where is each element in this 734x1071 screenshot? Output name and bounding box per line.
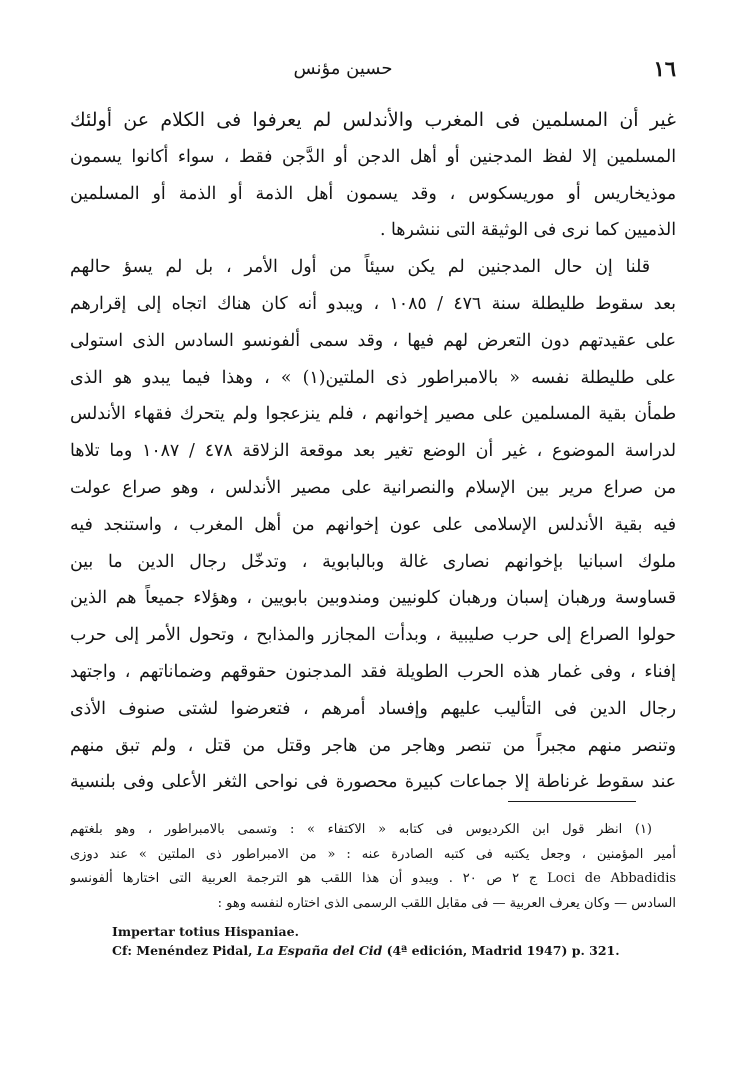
body-line: وتنصر منهم مجبراً من تنصر وهاجر من هاجر وقتل من قتل ، ولم تبق منهم: [70, 735, 676, 756]
citation-line: [112, 941, 672, 960]
body-line: من صراع مرير بين الإسلام والنصرانية على مصير الأندلس ، وهو صراع عولت: [70, 477, 676, 498]
body-line: طمأن بقية المسلمين على مصير إخوانهم ، فلم ينزعجوا ولم يتحرك فقهاء الأندلس: [70, 404, 676, 425]
body-line: الذميين كما نرى فى الوثيقة التى ننشرها .: [379, 220, 676, 241]
footnote-line: السادس — وكان يعرف العربية — فى مقابل اللقب الرسمى الذى اختاره لنفسه وهو :: [217, 895, 676, 911]
footnote-latin-citation: [112, 922, 672, 960]
running-head-author: حسين مؤنس: [293, 58, 393, 79]
page-number: ١٦: [653, 56, 676, 81]
latin-title-line: Impertar totius Hispaniae.: [112, 924, 299, 939]
body-line: المسلمين إلا لفظ المدجنين أو أهل الدجن أو الدَّجن فقط ، سواء أكانوا يسمون: [70, 146, 676, 167]
citation-prefix: Cf: Menéndez Pidal,: [112, 943, 257, 958]
body-line: عند سقوط غرناطة إلا جماعات كبيرة محصورة فى نواحى الثغر الأعلى وفى بلنسية: [70, 772, 676, 793]
body-line: بعد سقوط طليطلة سنة ٤٧٦ / ١٠٨٥ ، ويبدو أنه كان هناك اتجاه إلى إقرارهم: [70, 293, 676, 314]
footnote-line: أمير المؤمنين ، وجعل يكتبه فى كتبه الصادرة عنه : « من الامبراطور ذى الملتين » عند دوزى: [70, 846, 676, 862]
body-line: إفناء ، وفى غمار هذه الحرب الطويلة فقد المدجنون حقوقهم وضماناتهم ، واجتهد: [70, 661, 676, 682]
body-line: رجال الدين فى التأليب عليهم وإفساد أمرهم ، فتعرضوا لشتى صنوف الأذى: [70, 698, 676, 719]
body-text: [70, 102, 676, 801]
body-line: لدراسة الموضوع ، غير أن الوضع تغير بعد موقعة الزلاقة ٤٧٨ / ١٠٨٧ وما تلاها: [70, 441, 676, 462]
footnote-line: (١) انظر قول ابن الكرديوس فى كتابه « الاكتفاء » : وتسمى بالامبراطور ، وهو بلغتهم: [70, 822, 652, 837]
body-line: حولوا الصراع إلى حرب صليبية ، وبدأت المجازر والمذابح ، وتحول الأمر إلى حرب: [70, 625, 676, 646]
footnotes: [70, 818, 676, 916]
body-line: قلنا إن حال المدجنين لم يكن سيئاً من أول الأمر ، بل لم يسؤ حالهم: [70, 257, 650, 278]
body-line: غير أن المسلمين فى المغرب والأندلس لم يعرفوا فى الكلام عن أولئك: [70, 109, 676, 131]
body-line: موذيخاريس أو موريسكوس ، وقد يسمون أهل الذمة أو الذمة أو المسلمين: [70, 183, 676, 204]
body-line: قساوسة ورهبان إسبان ورهبان كلونيين ومندوبين بابويين ، وهؤلاء جميعاً هم الذين: [70, 588, 676, 609]
citation-book-title: La España del Cid: [256, 943, 383, 958]
citation-suffix: (4ª edición, Madrid 1947) p. 321.: [382, 943, 620, 958]
footnote-line: Loci de Abbadidis ج ٢ ص ٢٠ . ويبدو أن هذا اللقب هو الترجمة العربية التى اختارها ألفونسو: [70, 871, 676, 886]
page-header: [70, 56, 676, 86]
body-line: على عقيدتهم دون التعرض لهم فيها ، وقد سمى ألفونسو السادس الذى استولى: [70, 330, 676, 351]
body-line: ملوك اسبانيا بإخوانهم نصارى غالة وبالبابوية ، وتدخّل رجال الدين ما بين: [70, 551, 676, 572]
body-line: فيه بقية الأندلس الإسلامى على عون إخوانهم من أهل المغرب ، واستنجد فيه: [70, 514, 676, 535]
body-line: على طليطلة نفسه « بالامبراطور ذى الملتين(١) » ، وهذا فيما يبدو هو الذى: [70, 367, 676, 388]
footnote-divider: [508, 801, 636, 802]
